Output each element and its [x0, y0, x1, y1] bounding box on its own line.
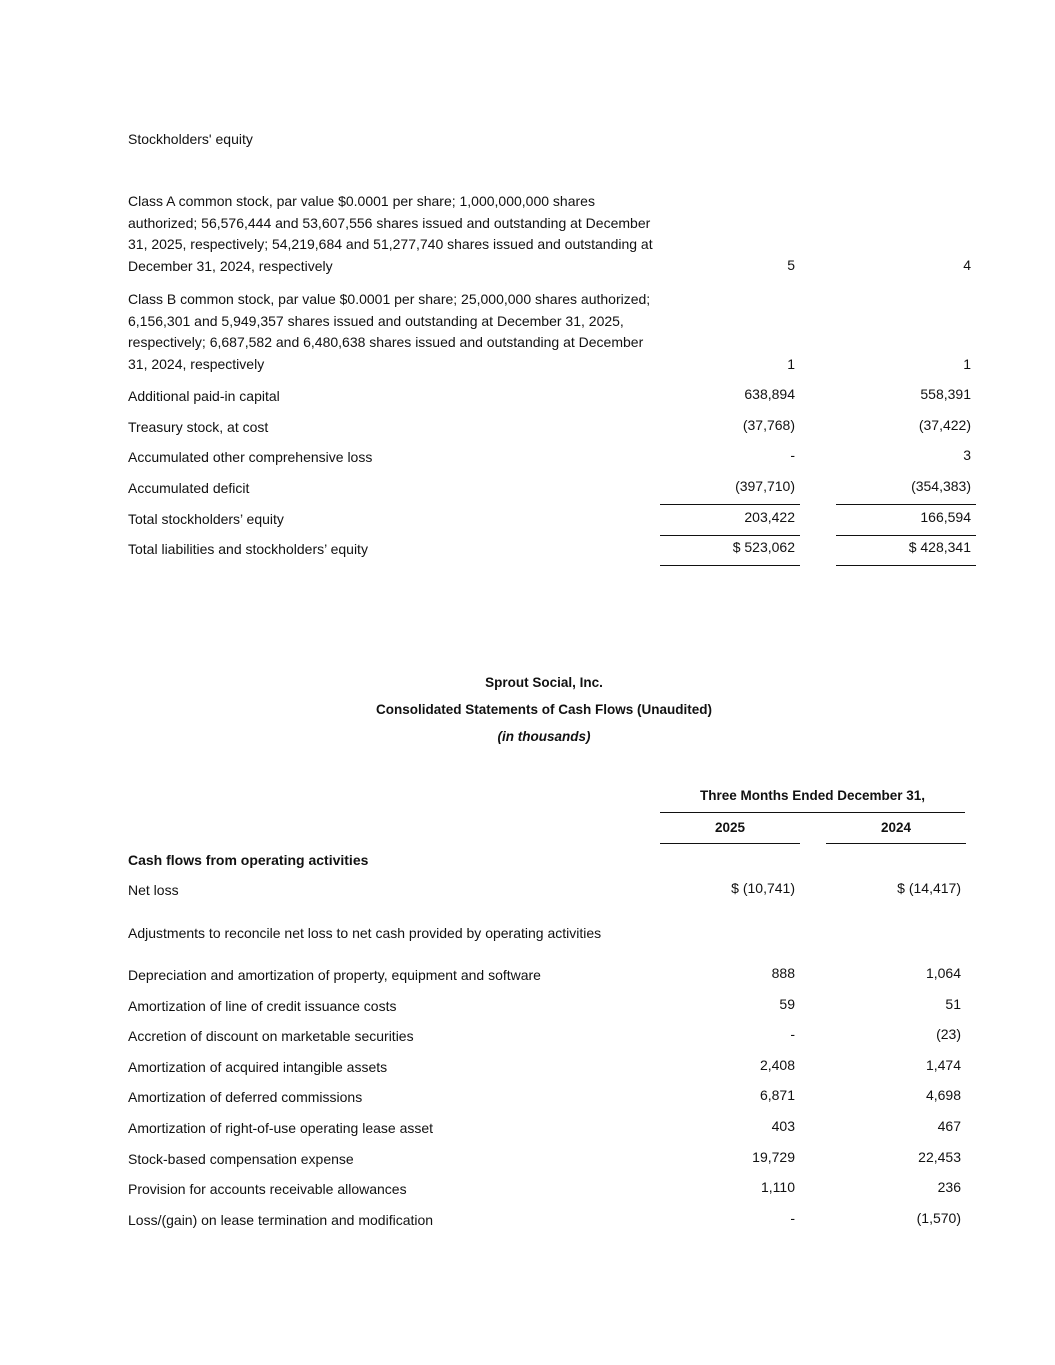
cf-row-label: Stock-based compensation expense: [128, 1151, 354, 1167]
aoci-2025: -: [790, 447, 795, 463]
apic-2024: 558,391: [920, 386, 971, 402]
cf-row-2024: (23): [936, 1026, 961, 1042]
net-loss-2025: $ (10,741): [731, 880, 795, 896]
subtotal-rule-2025: [660, 504, 800, 505]
treasury-stock-2024: (37,422): [918, 417, 971, 433]
cf-row-label: Depreciation and amortization of property, equipment and software: [128, 967, 541, 983]
total-equity-label: Total stockholders’ equity: [128, 511, 284, 527]
accumulated-deficit-label: Accumulated deficit: [128, 480, 250, 496]
class-a-stock-2025: 5: [787, 257, 795, 273]
cf-row-2025: 19,729: [752, 1149, 795, 1165]
period-header-rule: [660, 812, 965, 813]
cf-row-label: Amortization of acquired intangible assets: [128, 1059, 388, 1075]
cf-row-2024: (1,570): [916, 1210, 961, 1226]
cf-row-label: Accretion of discount on marketable securities: [128, 1028, 414, 1044]
total-rule-2025: [660, 535, 800, 536]
company-name: Sprout Social, Inc.: [485, 675, 603, 690]
apic-2025: 638,894: [744, 386, 795, 402]
total-liabilities-equity-label: Total liabilities and stockholders’ equity: [128, 541, 368, 557]
cf-row-2025: 59: [779, 996, 795, 1012]
class-b-stock-2025: 1: [787, 356, 795, 372]
cf-row-2024: 236: [937, 1179, 961, 1195]
cf-row-2024: 1,474: [925, 1057, 961, 1073]
cf-row-2025: 1,110: [761, 1179, 795, 1195]
class-a-stock-label: Class A common stock, par value $0.0001 per share; 1,000,000,000 shares authorized; 56,576,444 and 53,607,556 shares issued and outstanding at December 31, 2025, respectively; 54,219,684 and 51,277,740 shares issued and outstanding at December 31, 2024, respectively: [128, 193, 653, 275]
cf-row-2025: 403: [771, 1118, 795, 1134]
cf-row-label: Amortization of right-of-use operating lease asset: [128, 1120, 434, 1136]
cf-row-2025: 888: [771, 965, 795, 981]
subtotal-rule-2024: [836, 504, 976, 505]
statement-title: Consolidated Statements of Cash Flows (Unaudited): [375, 702, 713, 717]
total-rule-2024: [836, 535, 976, 536]
cf-row-2025: -: [790, 1210, 795, 1226]
total-equity-2025: 203,422: [744, 509, 795, 525]
adjustments-heading: Adjustments to reconcile net loss to net cash provided by operating activities: [128, 925, 602, 941]
aoci-label: Accumulated other comprehensive loss: [128, 449, 373, 465]
total-equity-2024: 166,594: [920, 509, 971, 525]
total-liabilities-equity-2024: $ 428,341: [908, 539, 971, 555]
cf-row-2024: 51: [945, 996, 961, 1012]
year-header-2024: 2024: [880, 820, 912, 835]
net-loss-label: Net loss: [128, 882, 179, 898]
cf-row-2025: -: [790, 1026, 795, 1042]
class-b-stock-2024: 1: [963, 356, 971, 372]
cf-row-label: Amortization of line of credit issuance costs: [128, 998, 397, 1014]
class-b-stock-label: Class B common stock, par value $0.0001 per share; 25,000,000 shares authorized; 6,156,301 and 5,949,357 shares issued and outstanding at December 31, 2025, respectively; 6,687,582 and 6,480,638 shares issued and outstanding at December 31, 2024, respectively: [128, 291, 651, 373]
cf-row-label: Provision for accounts receivable allowances: [128, 1181, 407, 1197]
accumulated-deficit-2024: (354,383): [911, 478, 971, 494]
cf-row-label: Amortization of deferred commissions: [128, 1089, 363, 1105]
cf-row-2025: 6,871: [759, 1087, 795, 1103]
year-rule-2025: [660, 843, 800, 844]
cf-row-2024: 22,453: [918, 1149, 961, 1165]
operating-activities-heading: Cash flows from operating activities: [128, 852, 369, 868]
treasury-stock-2025: (37,768): [742, 417, 795, 433]
total-liabilities-equity-2025: $ 523,062: [732, 539, 795, 555]
cf-row-2024: 4,698: [925, 1087, 961, 1103]
class-a-stock-2024: 4: [963, 257, 971, 273]
treasury-stock-label: Treasury stock, at cost: [128, 419, 269, 435]
period-header: Three Months Ended December 31,: [699, 788, 926, 803]
aoci-2024: 3: [963, 447, 971, 463]
cf-row-2024: 467: [937, 1118, 961, 1134]
year-rule-2024: [826, 843, 966, 844]
accumulated-deficit-2025: (397,710): [735, 478, 795, 494]
net-loss-2024: $ (14,417): [897, 880, 961, 896]
cf-row-label: Loss/(gain) on lease termination and modification: [128, 1212, 434, 1228]
cf-row-2025: 2,408: [759, 1057, 795, 1073]
grand-total-rule-2024: [836, 565, 976, 566]
cf-row-2024: 1,064: [925, 965, 961, 981]
apic-label: Additional paid-in capital: [128, 388, 280, 404]
year-header-2025: 2025: [714, 820, 746, 835]
grand-total-rule-2025: [660, 565, 800, 566]
stockholders-equity-heading: Stockholders' equity: [128, 131, 253, 147]
statement-units: (in thousands): [497, 729, 591, 744]
